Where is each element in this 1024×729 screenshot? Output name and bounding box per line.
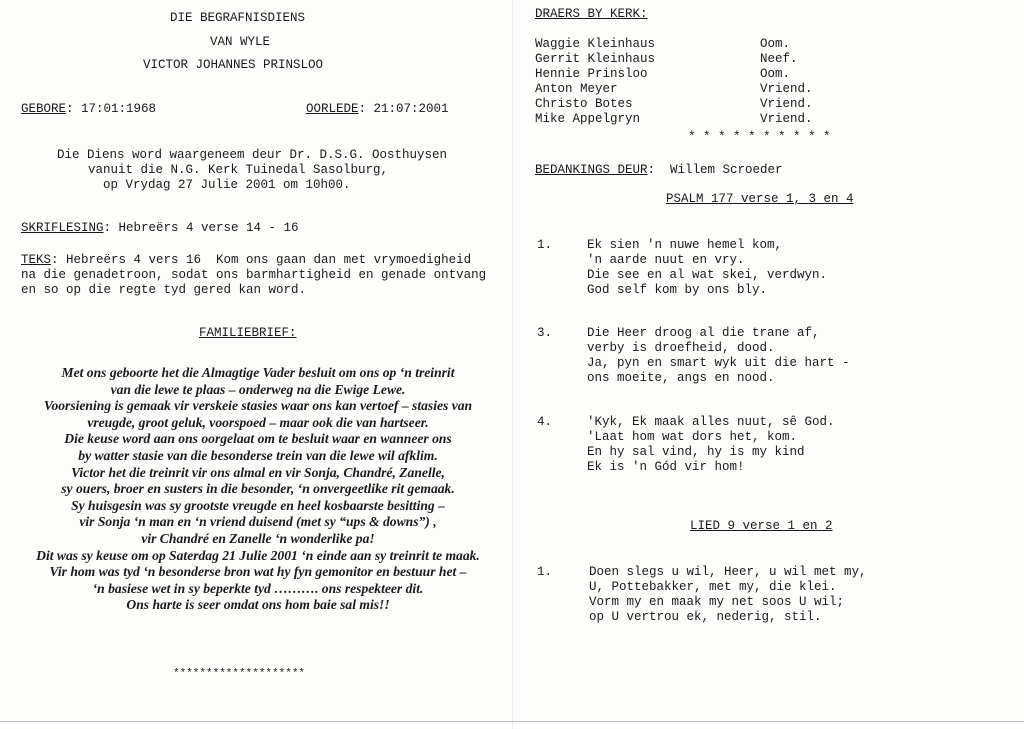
thanks-label: BEDANKINGS DEUR xyxy=(535,163,648,177)
bearer-relation: Oom. xyxy=(760,67,791,81)
text-label: TEKS xyxy=(21,253,52,267)
verse-line: Ja, pyn en smart wyk uit die hart - xyxy=(587,356,850,370)
died-row xyxy=(306,102,449,116)
verse-line: ons moeite, angs en nood. xyxy=(587,371,775,385)
letter-line: Sy huisgesin was sy grootste vreugde en heel kosbaarste besitting – xyxy=(71,497,445,513)
bearer-relation: Neef. xyxy=(760,52,798,66)
bearer-name: Gerrit Kleinhaus xyxy=(535,52,656,66)
verse-number: 1. xyxy=(537,238,553,252)
bearer-relation: Vriend. xyxy=(760,112,813,126)
verse-line: 'n aarde nuut en vry. xyxy=(587,253,745,267)
verse-line: op U vertrou ek, nederig, stil. xyxy=(589,610,822,624)
right-stars: * * * * * * * * * * xyxy=(688,130,831,144)
verse-line: Die see en al wat skei, verdwyn. xyxy=(587,268,828,282)
verse-line: Die Heer droog al die trane af, xyxy=(587,326,820,340)
verse-number: 1. xyxy=(537,565,553,579)
title-line-2: VAN WYLE xyxy=(210,35,271,49)
bearer-relation: Vriend. xyxy=(760,82,813,96)
verse-line: En hy sal vind, hy is my kind xyxy=(587,445,805,459)
verse-line: U, Pottebakker, met my, die klei. xyxy=(589,580,837,594)
verse-line: Doen slegs u wil, Heer, u wil met my, xyxy=(589,565,867,579)
psalm-title: PSALM 177 verse 1, 3 en 4 xyxy=(666,192,854,206)
verse-line: God self kom by ons bly. xyxy=(587,283,768,297)
born-label: GEBORE xyxy=(21,102,67,116)
reading-text: : Hebreërs 4 verse 14 - 16 xyxy=(103,221,299,235)
reading-label: SKRIFLESING xyxy=(21,221,104,235)
bearer-name: Anton Meyer xyxy=(535,82,618,96)
bearer-name: Waggie Kleinhaus xyxy=(535,37,656,51)
reading-row xyxy=(21,221,299,235)
family-letter xyxy=(14,365,502,614)
born-row xyxy=(21,102,156,116)
born-date: : 17:01:1968 xyxy=(66,102,157,116)
lied-title: LIED 9 verse 1 en 2 xyxy=(690,519,833,533)
text-row-1 xyxy=(21,253,471,267)
died-label: OORLEDE xyxy=(306,102,359,116)
title-line-3: VICTOR JOHANNES PRINSLOO xyxy=(143,58,324,72)
bearer-name: Christo Botes xyxy=(535,97,633,111)
bottom-edge-line xyxy=(0,721,1024,722)
letter-line: vir Chandré en Zanelle ‘n wonderlike pa! xyxy=(141,530,375,546)
died-date: : 21:07:2001 xyxy=(358,102,449,116)
verse-line: 'Laat hom wat dors het, kom. xyxy=(587,430,798,444)
service-line-1: Die Diens word waargeneem deur Dr. D.S.G. Oosthuysen xyxy=(57,148,448,162)
letter-line: Dit was sy keuse om op Saterdag 21 Julie 2001 ‘n einde aan sy treinrit te maak. xyxy=(36,547,480,563)
service-line-2: vanuit die N.G. Kerk Tuinedal Sasolburg, xyxy=(88,163,389,177)
verse-number: 3. xyxy=(537,326,553,340)
verse-line: verby is droefheid, dood. xyxy=(587,341,775,355)
title-line-1: DIE BEGRAFNISDIENS xyxy=(170,11,306,25)
verse-line: Ek sien 'n nuwe hemel kom, xyxy=(587,238,783,252)
left-stars: ******************** xyxy=(173,668,306,680)
bearers-heading: DRAERS BY KERK: xyxy=(535,7,648,21)
verse-line: 'Kyk, Ek maak alles nuut, sê God. xyxy=(587,415,835,429)
thanks-text: : Willem Scroeder xyxy=(647,163,783,177)
thanks-row xyxy=(535,163,783,177)
service-line-3: op Vrydag 27 Julie 2001 om 10h00. xyxy=(103,178,351,192)
text-line-2: na die genadetroon, sodat ons barmhartigheid en genade ontvang xyxy=(21,268,487,282)
letter-line: by watter stasie van die besonderse trein van die lewe wil afklim. xyxy=(78,447,438,463)
text-line-1: : Hebreërs 4 vers 16 Kom ons gaan dan met vrymoedigheid xyxy=(51,253,472,267)
letter-line: Ons harte is seer omdat ons hom baie sal mis!! xyxy=(126,597,390,613)
bearer-name: Mike Appelgryn xyxy=(535,112,641,126)
letter-line: sy ouers, broer en susters in die besonder, ‘n onvergeetlike rit gemaak. xyxy=(61,481,455,497)
text-line-3: en so op die regte tyd gered kan word. xyxy=(21,283,307,297)
verse-line: Ek is 'n Gód vir hom! xyxy=(587,460,745,474)
letter-heading: FAMILIEBRIEF: xyxy=(199,326,297,340)
letter-line: vreugde, groot geluk, voorspoed – maar ook die van hartseer. xyxy=(87,414,429,430)
letter-line: van die lewe te plaas – onderweg na die Ewige Lewe. xyxy=(110,381,406,397)
bearer-name: Hennie Prinsloo xyxy=(535,67,648,81)
verse-line: Vorm my en maak my net soos U wil; xyxy=(589,595,845,609)
letter-line: ‘n basiese wet in sy beperkte tyd ………. ons respekteer dit. xyxy=(92,580,424,596)
letter-line: Met ons geboorte het die Almagtige Vader besluit om ons op ‘n treinrit xyxy=(61,365,455,380)
letter-line: Die keuse word aan ons oorgelaat om te besluit waar en wanneer ons xyxy=(64,431,452,447)
bearer-relation: Vriend. xyxy=(760,97,813,111)
verse-number: 4. xyxy=(537,415,553,429)
letter-line: vir Sonja ‘n man en ‘n vriend duisend (met sy “ups & downs”) , xyxy=(79,514,437,530)
letter-line: Voorsiening is gemaak vir verskeie stasies waar ons kan vertoef – stasies van xyxy=(43,398,473,414)
page-fold xyxy=(512,0,513,729)
letter-line: Vir hom was tyd ‘n besonderse bron wat hy fyn gemonitor en bestuur het – xyxy=(49,564,467,580)
letter-line: Victor het die treinrit vir ons almal en vir Sonja, Chandré, Zanelle, xyxy=(71,464,445,480)
bearer-relation: Oom. xyxy=(760,37,791,51)
